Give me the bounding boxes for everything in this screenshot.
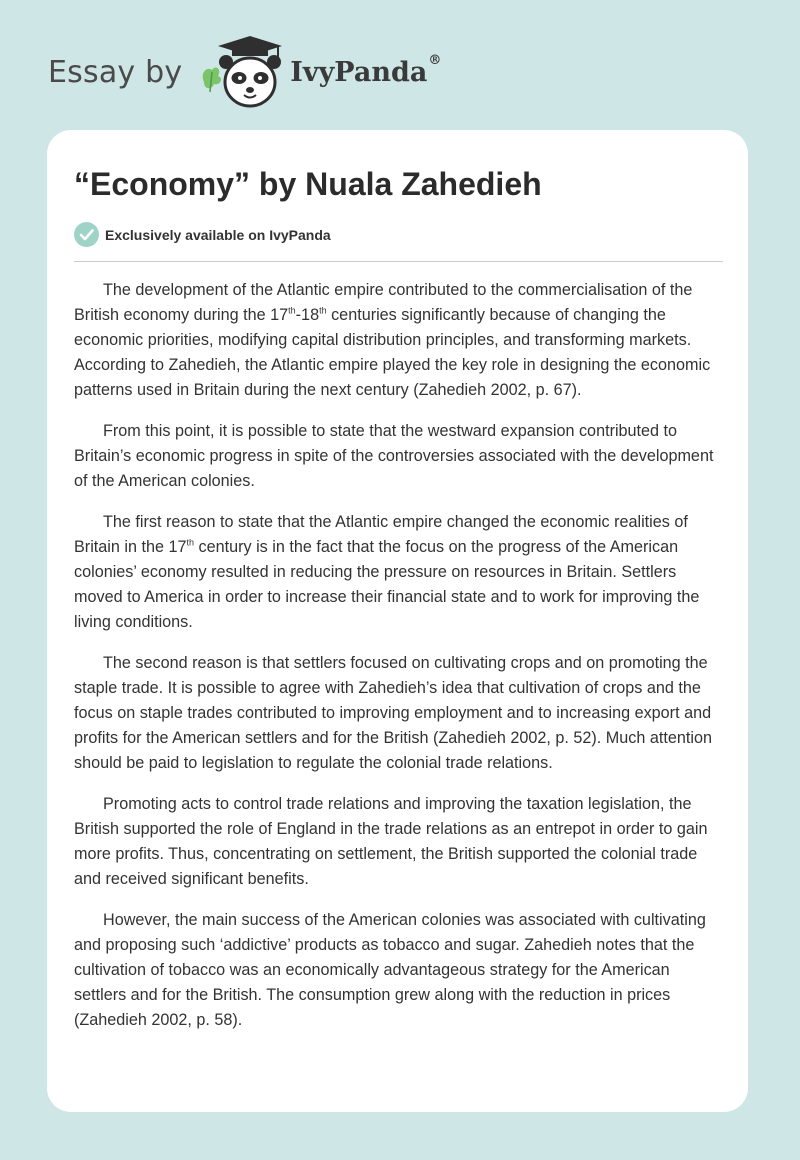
divider	[74, 261, 723, 262]
panda-graduate-logo-icon[interactable]	[198, 36, 284, 108]
site-header	[48, 36, 441, 108]
brand-name[interactable]	[290, 52, 442, 88]
paragraph: From this point, it is possible to state that the westward expansion contributed to Britain’s economic progress in spite of the controversies associated with the development of the American colonies.	[74, 422, 714, 490]
paragraph: However, the main success of the American colonies was associated with cultivating and proposing such ‘addictive’ products as tobacco and sugar. Zahedieh notes that the cultivation of tobacco was an economically advantageous strategy for the American settlers and for the British. The consumption grew along with the reduction in prices (Zahedieh 2002, p. 58).	[74, 911, 706, 1029]
paragraph: The second reason is that settlers focused on cultivating crops and on promoting the staple trade. It is possible to agree with Zahedieh’s idea that cultivation of crops and the focus on staple trades contributed to improving employment and to increasing export and profits for the American settlers and for the British (Zahedieh 2002, p. 52). Much attention should be paid to legislation to regulate the colonial trade relations.	[74, 654, 712, 772]
paragraph-text: centuries significantly because of changing the economic priorities, modifying capital distribution principles, and transforming markets. According to Zahedieh, the Atlantic empire played the key role in designing the economic patterns used in Britain during the next century (Zahedieh 2002, p. 67).	[74, 306, 711, 399]
paragraph-text: The development of the Atlantic empire contributed to the commercialisation of the British economy during the 17	[74, 281, 693, 324]
registered-mark: ®	[428, 52, 442, 68]
brand-text: IvyPanda	[290, 56, 428, 88]
exclusive-badge	[74, 222, 331, 247]
ordinal-suffix: th	[319, 305, 327, 316]
ordinal-suffix: th	[186, 537, 194, 548]
paragraph-text: -18	[295, 306, 320, 324]
check-icon	[74, 222, 99, 247]
page-title: “Economy” by Nuala Zahedieh	[74, 166, 542, 202]
article-body	[74, 278, 726, 1049]
paragraph: Promoting acts to control trade relations and improving the taxation legislation, the British supported the role of England in the trade relations as an entrepot in order to gain more profits. Thus, concentrating on settlement, the British supported the colonial trade and received significant benefits.	[74, 795, 708, 888]
ordinal-suffix: th	[288, 305, 296, 316]
paragraph	[74, 510, 726, 635]
paragraph-text: The first reason to state that the Atlantic empire changed the economic realities of Britain in the 17	[74, 513, 688, 556]
paragraph-text: century is in the fact that the focus on the progress of the American colonies’ economy resulted in reducing the pressure on resources in Britain. Settlers moved to America in order to increase their financial state and to work for improving the living conditions.	[74, 538, 700, 631]
paragraph	[74, 278, 726, 403]
exclusive-badge-label: Exclusively available on IvyPanda	[105, 226, 331, 243]
essay-by-label: Essay by	[48, 54, 183, 90]
